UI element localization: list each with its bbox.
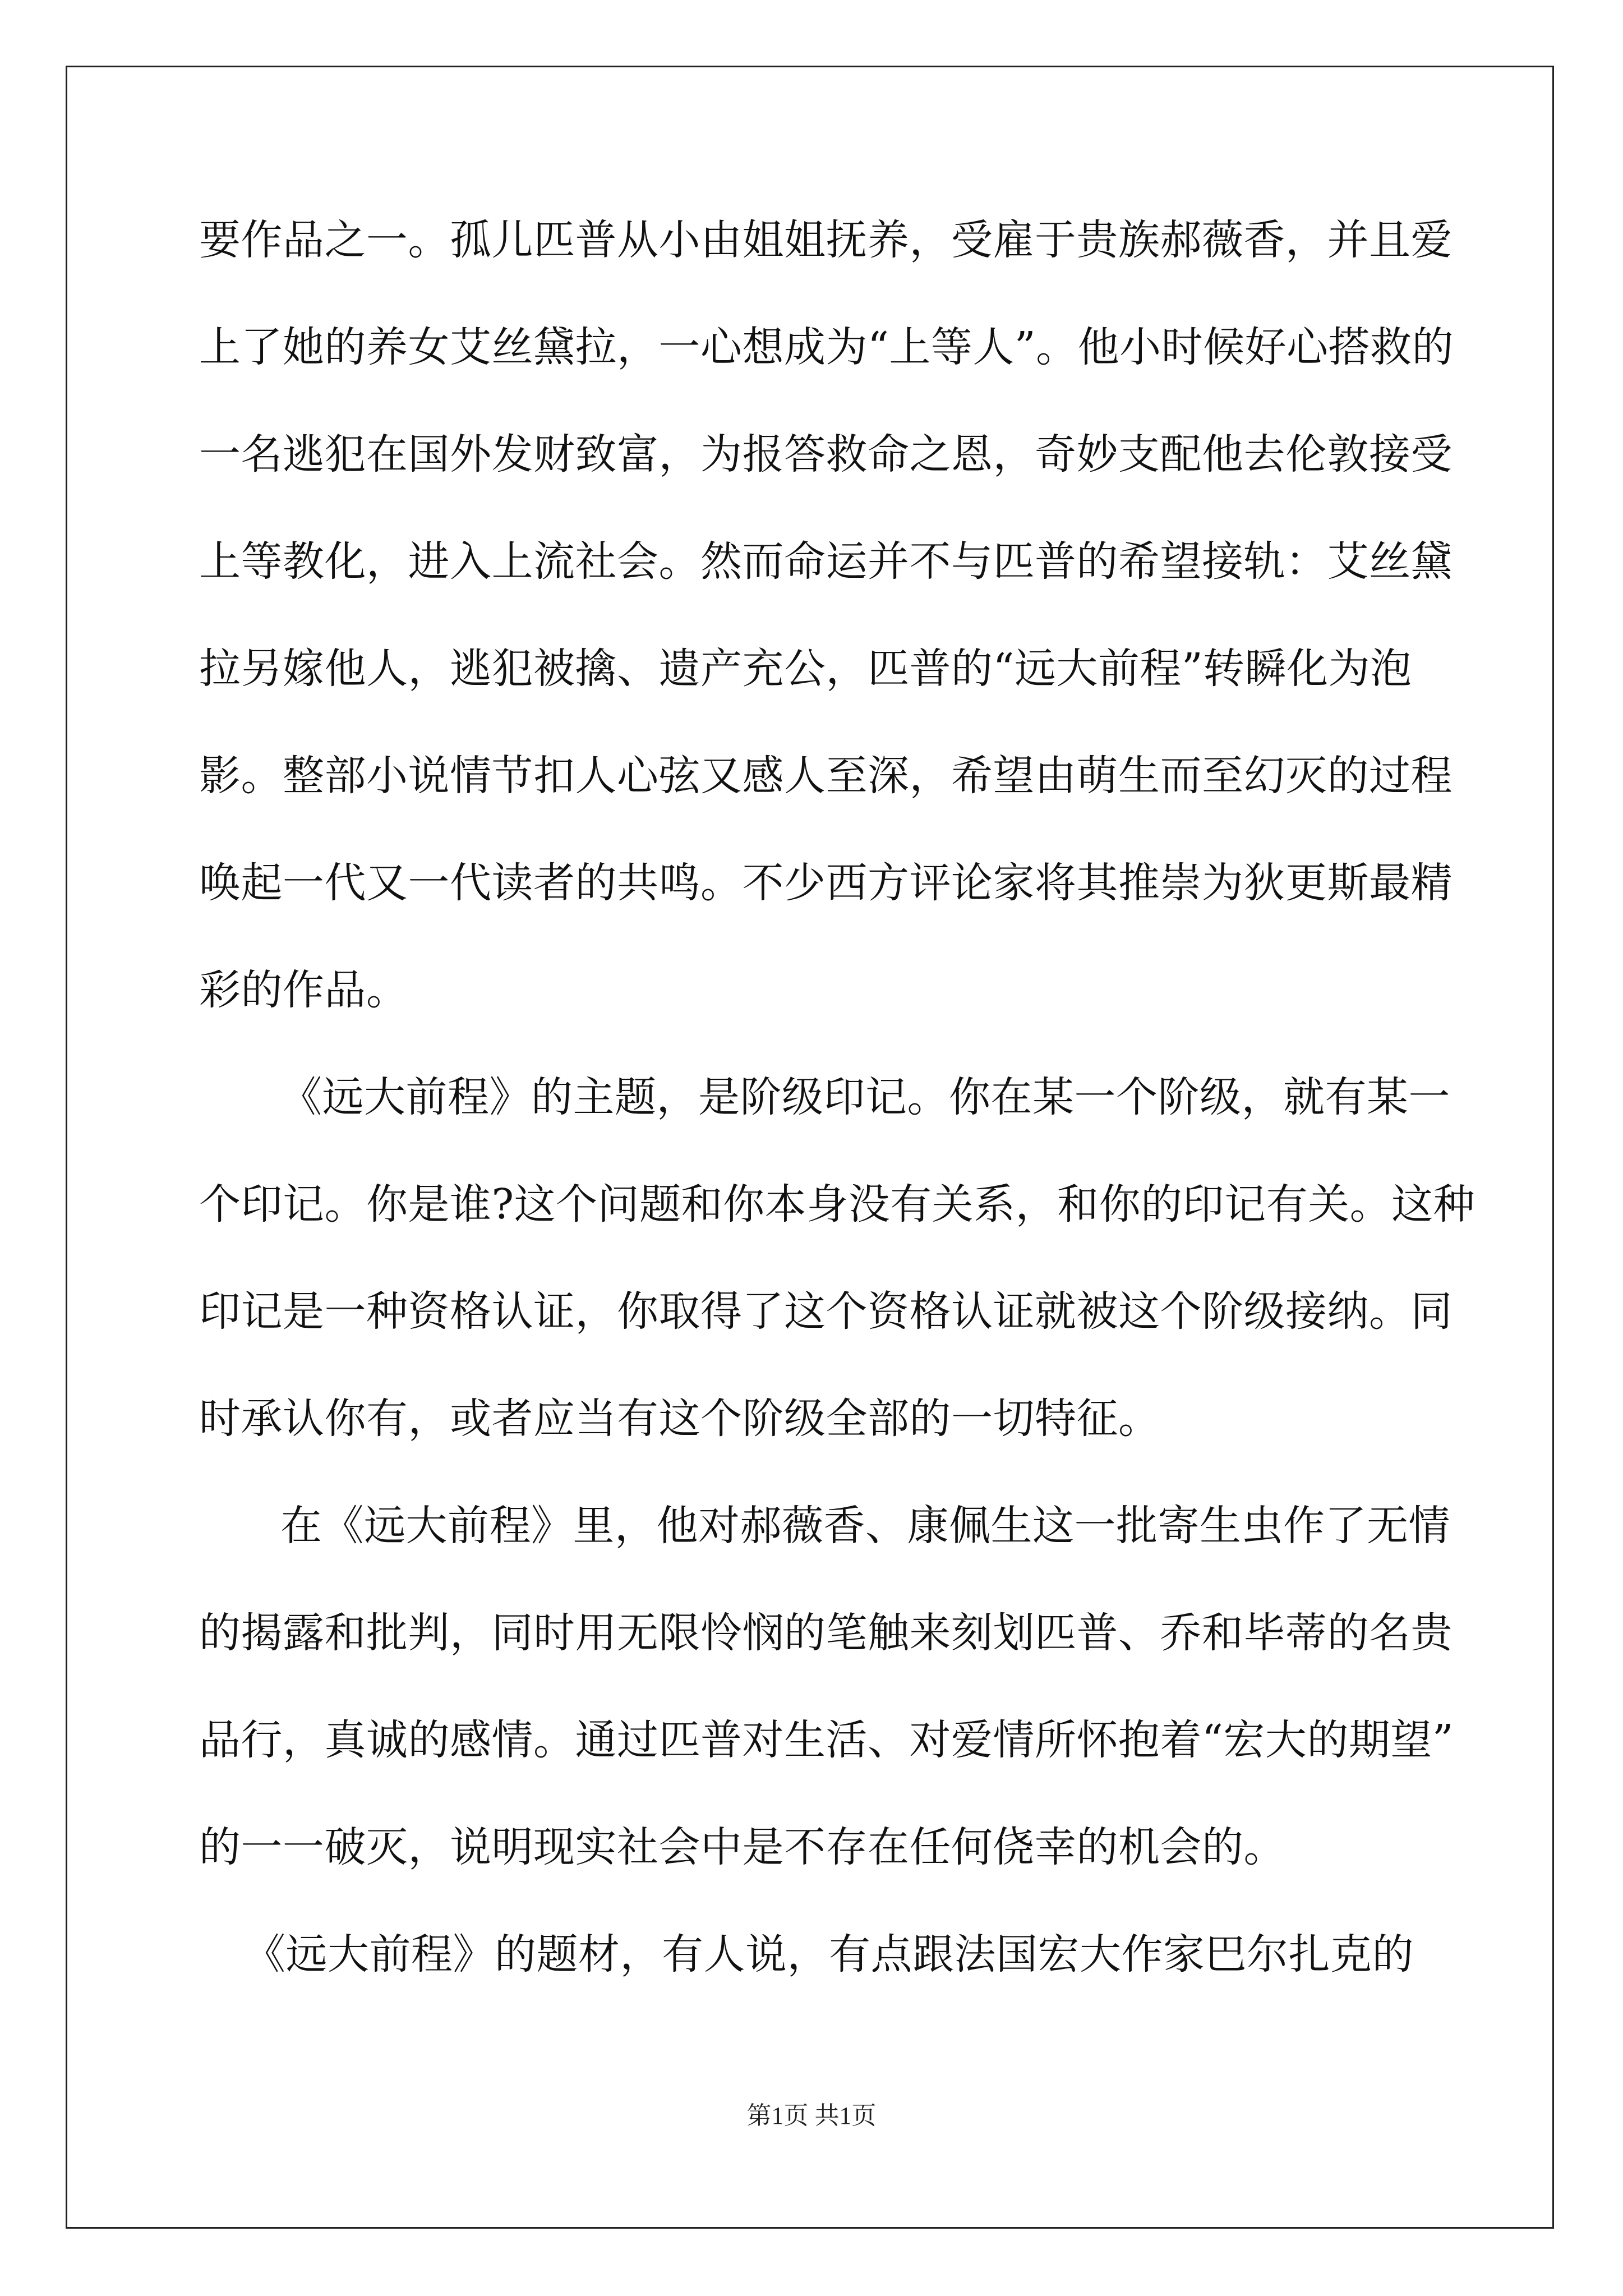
text-line: 个印记。你是谁?这个问题和你本身没有关系，和你的印记有关。这种 — [199, 1180, 1476, 1228]
paragraph-first-line: 《远大前程》的题材，有人说，有点跟法国宏大作家巴尔扎克的 — [244, 1930, 1414, 1978]
page-border — [66, 66, 1554, 2229]
text-line: 的一一破灭，说明现实社会中是不存在任何侥幸的机会的。 — [199, 1823, 1285, 1871]
text-line: 彩的作品。 — [199, 966, 408, 1014]
text-line: 唤起一代又一代读者的共鸣。不少西方评论家将其推崇为狄更斯最精 — [199, 859, 1453, 907]
text-line: 要作品之一。孤儿匹普从小由姐姐抚养，受雇于贵族郝薇香，并且爱 — [199, 216, 1453, 264]
text-line: 拉另嫁他人，逃犯被擒、遗产充公，匹普的“远大前程”转瞬化为泡 — [199, 645, 1412, 693]
text-line: 一名逃犯在国外发财致富，为报答救命之恩，奇妙支配他去伦敦接受 — [199, 430, 1453, 478]
paragraph-first-line: 《远大前程》的主题，是阶级印记。你在某一个阶级，就有某一 — [280, 1073, 1450, 1121]
text-line: 印记是一种资格认证，你取得了这个资格认证就被这个阶级接纳。同 — [199, 1287, 1453, 1336]
text-line: 时承认你有，或者应当有这个阶级全部的一切特征。 — [199, 1395, 1160, 1443]
paragraph-first-line: 在《远大前程》里，他对郝薇香、康佩生这一批寄生虫作了无情 — [280, 1502, 1450, 1550]
text-line: 品行，真诚的感情。通过匹普对生活、对爱情所怀抱着“宏大的期望” — [199, 1716, 1454, 1764]
text-line: 影。整部小说情节扣人心弦又感人至深，希望由萌生而至幻灭的过程 — [199, 752, 1453, 800]
page-number-footer: 第1页 共1页 — [746, 2102, 877, 2129]
text-line: 上了她的养女艾丝黛拉，一心想成为“上等人”。他小时候好心搭救的 — [199, 323, 1454, 371]
text-line: 的揭露和批判，同时用无限怜悯的笔触来刻划匹普、乔和毕蒂的名贵 — [199, 1609, 1453, 1657]
text-line: 上等教化，进入上流社会。然而命运并不与匹普的希望接轨：艾丝黛 — [199, 537, 1453, 586]
